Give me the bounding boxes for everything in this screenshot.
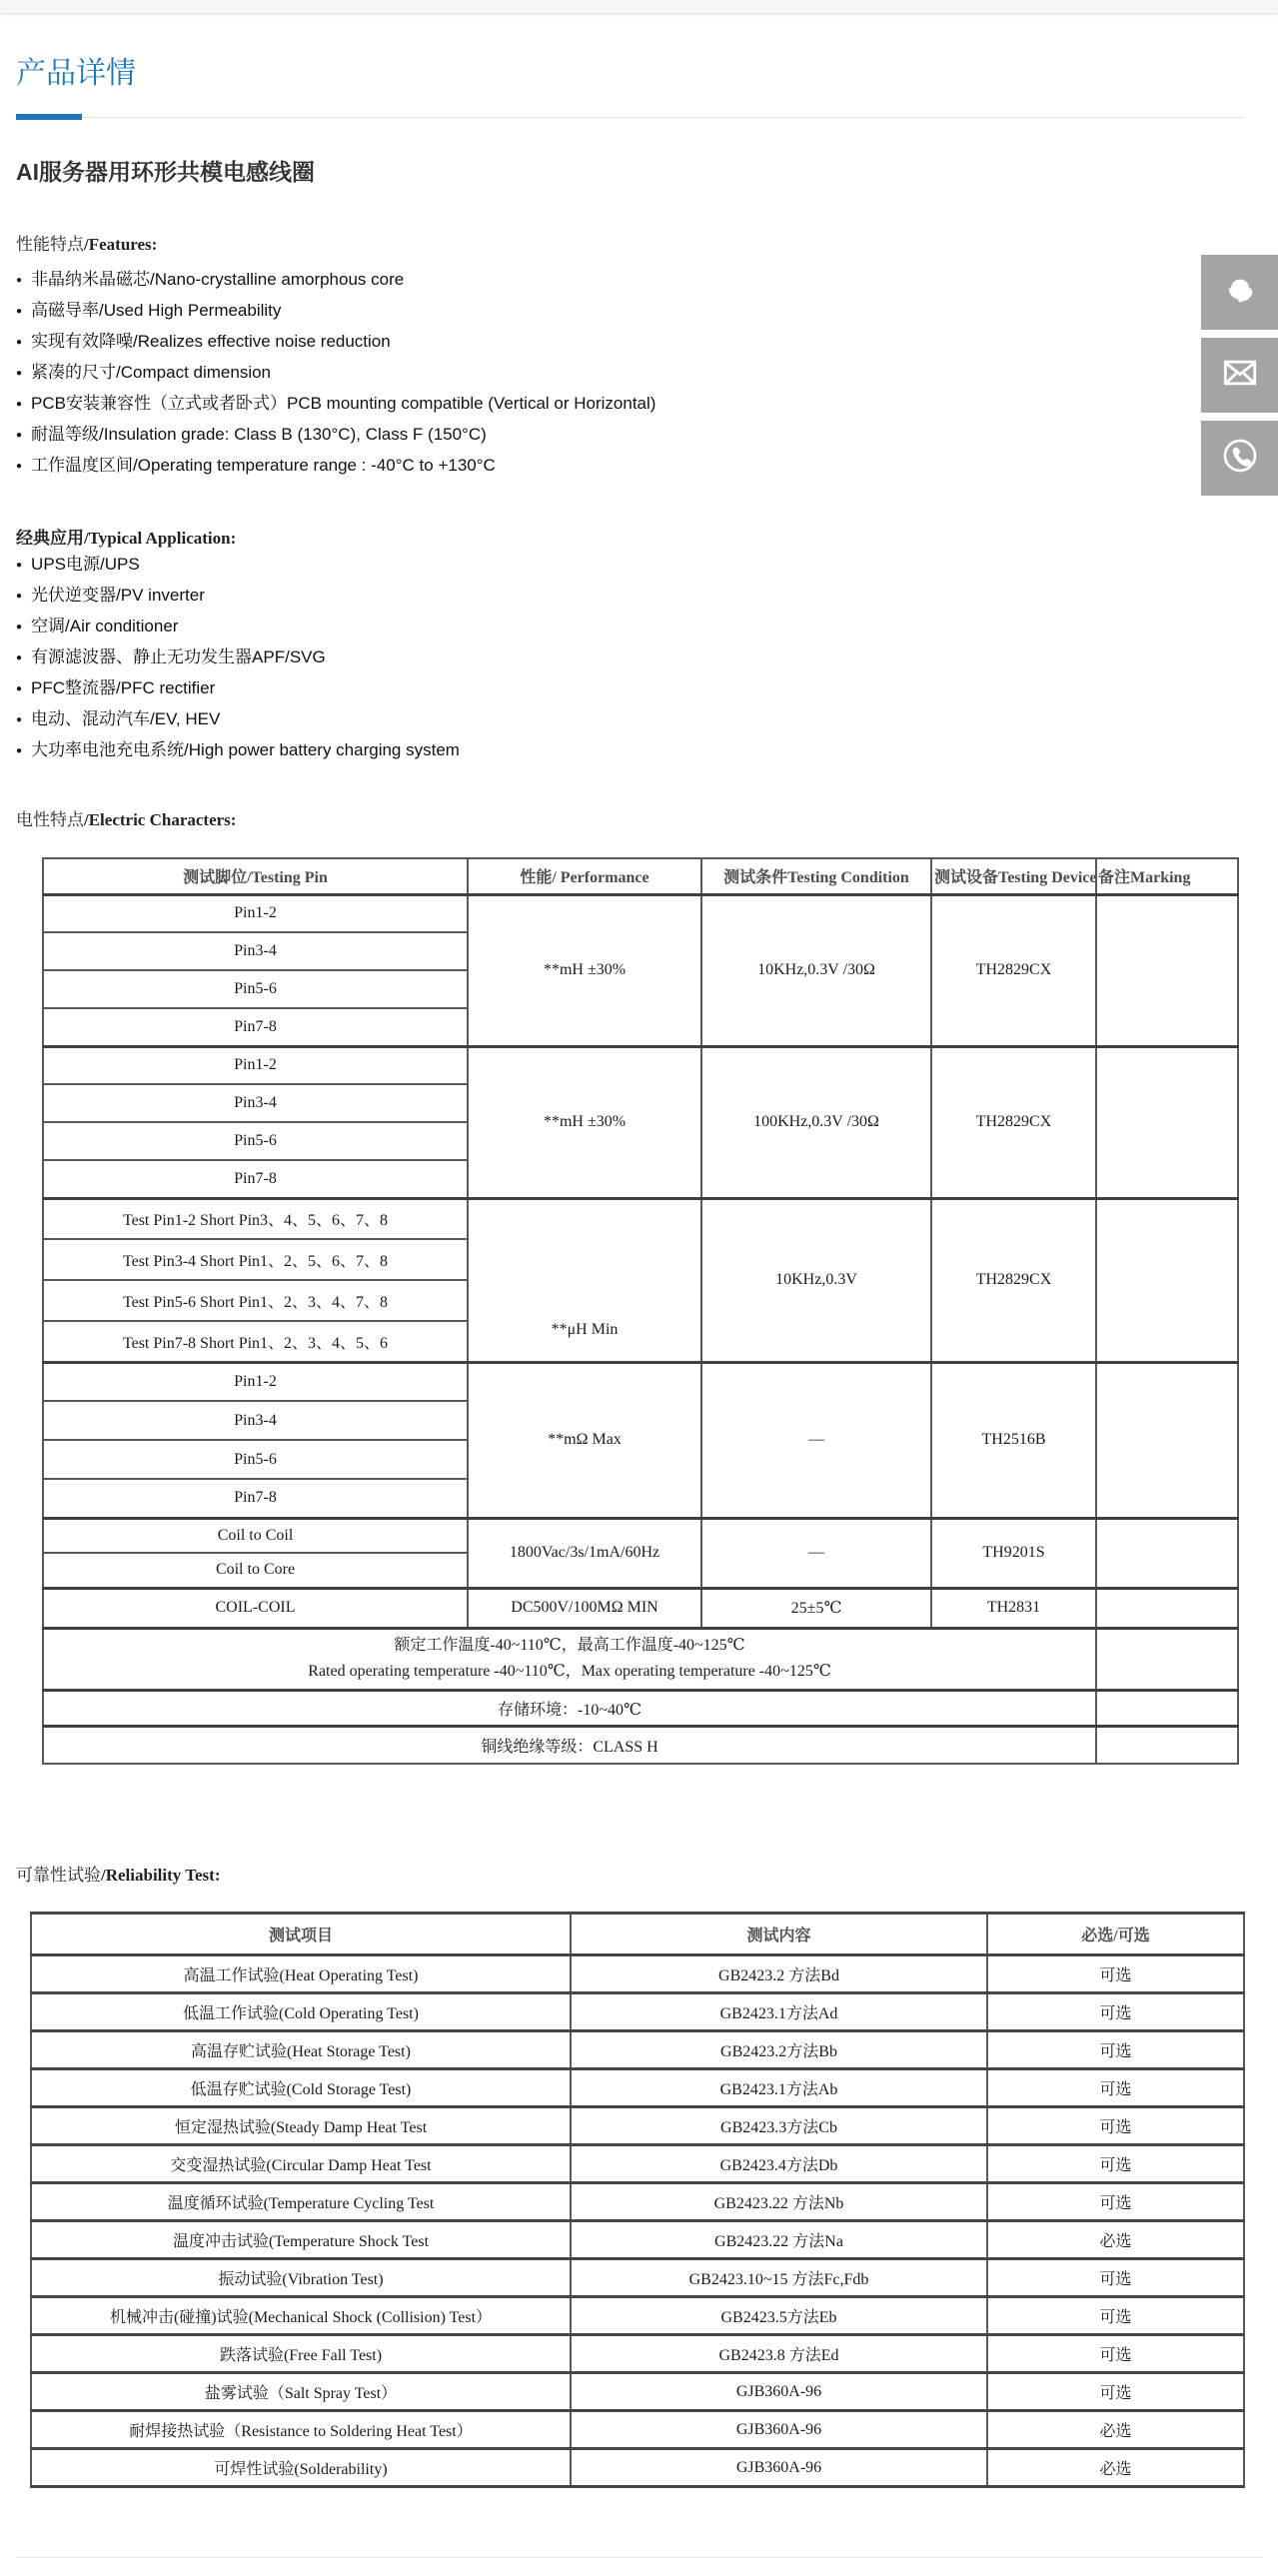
- email-icon: [1220, 353, 1260, 398]
- pin-cell: Test Pin5-6 Short Pin1、2、3、4、7、8: [43, 1280, 468, 1321]
- optional-cell: 可选: [987, 2183, 1244, 2221]
- test-item-cell: 跌落试验(Free Fall Test): [31, 2335, 571, 2373]
- test-item-cell: 耐焊接热试验（Resistance to Soldering Heat Test）: [31, 2411, 571, 2449]
- table-row: [31, 2259, 1244, 2297]
- optional-cell: 可选: [987, 2145, 1244, 2183]
- pin-cell: Pin7-8: [43, 1160, 468, 1198]
- table-row: [31, 1993, 1244, 2031]
- test-item-cell: 交变湿热试验(Circular Damp Heat Test: [31, 2145, 571, 2183]
- performance-cell: **mH ±30%: [468, 1046, 701, 1198]
- test-content-cell: GB2423.10~15 方法Fc,Fdb: [571, 2259, 987, 2297]
- optional-cell: 可选: [987, 2069, 1244, 2107]
- bottom-divider: [16, 2557, 1262, 2558]
- test-item-cell: 温度循环试验(Temperature Cycling Test: [31, 2183, 571, 2221]
- table-row: [31, 2373, 1244, 2411]
- table-header-row: [31, 1914, 1244, 1955]
- performance-cell: **μH Min: [468, 1198, 701, 1362]
- applications-list: [16, 549, 460, 765]
- test-item-cell: 高温存贮试验(Heat Storage Test): [31, 2031, 571, 2069]
- device-cell: TH2829CX: [931, 1046, 1096, 1198]
- note-temp-zh: 额定工作温度-40~110℃，最高工作温度-40~125℃: [394, 1637, 745, 1654]
- device-cell: TH9201S: [931, 1518, 1096, 1588]
- table-row: [31, 2335, 1244, 2373]
- condition-cell: 10KHz,0.3V: [701, 1198, 931, 1362]
- feature-item: ● 非晶纳米晶磁芯/Nano-crystalline amorphous core: [16, 264, 655, 295]
- feature-item: ● 耐温等级/Insulation grade: Class B (130°C), Class F (150°C): [16, 419, 655, 450]
- marking-cell: [1096, 894, 1238, 1046]
- features-label: [16, 230, 157, 255]
- test-item-cell: 低温工作试验(Cold Operating Test): [31, 1993, 571, 2031]
- condition-cell: —: [701, 1362, 931, 1518]
- test-content-cell: GJB360A-96: [571, 2373, 987, 2411]
- pin-cell: Pin1-2: [43, 1362, 468, 1401]
- pin-cell: Test Pin1-2 Short Pin3、4、5、6、7、8: [43, 1198, 468, 1239]
- test-content-cell: GB2423.22 方法Na: [571, 2221, 987, 2259]
- test-item-cell: 高温工作试验(Heat Operating Test): [31, 1955, 571, 1993]
- features-label-en: /Features:: [84, 235, 158, 254]
- feature-item: ● 高磁导率/Used High Permeability: [16, 295, 655, 326]
- performance-cell: **mΩ Max: [468, 1362, 701, 1518]
- table-row: [43, 1518, 1238, 1553]
- electric-section-label: [16, 805, 236, 830]
- application-item: ● 光伏逆变器/PV inverter: [16, 580, 460, 611]
- pin-cell: Pin3-4: [43, 1084, 468, 1122]
- table-row: [43, 1198, 1238, 1239]
- pin-cell: Pin3-4: [43, 932, 468, 970]
- test-item-cell: 振动试验(Vibration Test): [31, 2259, 571, 2297]
- optional-cell: 可选: [987, 2259, 1244, 2297]
- marking-cell: [1096, 1198, 1238, 1362]
- marking-cell: [1096, 1046, 1238, 1198]
- title-divider: [16, 117, 1244, 118]
- col-header-testing-pin: 测试脚位/Testing Pin: [43, 858, 468, 894]
- test-item-cell: 可焊性试验(Solderability): [31, 2449, 571, 2487]
- email-button[interactable]: [1201, 338, 1278, 413]
- device-cell: TH2831: [931, 1588, 1096, 1628]
- pin-cell: Test Pin3-4 Short Pin1、2、5、6、7、8: [43, 1239, 468, 1280]
- table-row: [43, 1690, 1238, 1726]
- features-label-zh: 性能特点: [16, 235, 84, 254]
- condition-cell: —: [701, 1518, 931, 1588]
- application-item: ● 空调/Air conditioner: [16, 611, 460, 642]
- table-row: [31, 2221, 1244, 2259]
- col-header-testing-condition: 测试条件Testing Condition: [701, 858, 931, 894]
- marking-cell: [1096, 1588, 1238, 1628]
- phone-button[interactable]: [1201, 421, 1278, 496]
- test-content-cell: GB2423.2方法Bb: [571, 2031, 987, 2069]
- table-row: [43, 1362, 1238, 1401]
- application-item: ● UPS电源/UPS: [16, 549, 460, 580]
- pin-cell: Pin5-6: [43, 970, 468, 1008]
- application-item: ● 有源滤波器、静止无功发生器APF/SVG: [16, 642, 460, 672]
- feature-item: ● 工作温度区间/Operating temperature range : -40°C to +130°C: [16, 450, 655, 481]
- table-row: [43, 894, 1238, 932]
- pin-cell: Test Pin7-8 Short Pin1、2、3、4、5、6: [43, 1321, 468, 1362]
- test-content-cell: GB2423.1方法Ab: [571, 2069, 987, 2107]
- table-row: [31, 2411, 1244, 2449]
- table-row: [43, 1046, 1238, 1084]
- condition-cell: 25±5℃: [701, 1588, 931, 1628]
- device-cell: TH2829CX: [931, 1198, 1096, 1362]
- note-temp-en: Rated operating temperature -40~110℃，Max operating temperature -40~125℃: [308, 1663, 831, 1680]
- pin-cell: Pin1-2: [43, 894, 468, 932]
- col-header-optional: 必选/可选: [987, 1914, 1244, 1955]
- marking-cell: [1096, 1628, 1238, 1690]
- applications-section: [16, 524, 236, 549]
- marking-cell: [1096, 1518, 1238, 1588]
- application-item: ● 电动、混动汽车/EV, HEV: [16, 703, 460, 734]
- table-row: [31, 2183, 1244, 2221]
- customer-service-button[interactable]: [1201, 255, 1278, 330]
- product-title: AI服务器用环形共模电感线圈: [16, 159, 315, 185]
- pin-cell: Pin7-8: [43, 1008, 468, 1046]
- performance-cell: 1800Vac/3s/1mA/60Hz: [468, 1518, 701, 1588]
- table-header-row: [43, 858, 1238, 894]
- test-item-cell: 温度冲击试验(Temperature Shock Test: [31, 2221, 571, 2259]
- device-cell: TH2516B: [931, 1362, 1096, 1518]
- test-item-cell: 盐雾试验（Salt Spray Test）: [31, 2373, 571, 2411]
- reliability-test-table: [30, 1912, 1245, 2488]
- condition-cell: 10KHz,0.3V /30Ω: [701, 894, 931, 1046]
- pin-cell: Coil to Core: [43, 1553, 468, 1588]
- col-header-test-content: 测试内容: [571, 1914, 987, 1955]
- applications-label: 经典应用/Typical Application:: [16, 529, 237, 548]
- test-content-cell: GB2423.5方法Eb: [571, 2297, 987, 2335]
- performance-cell: **mH ±30%: [468, 894, 701, 1046]
- application-item: ● 大功率电池充电系统/High power battery charging system: [16, 734, 460, 765]
- application-item: ● PFC整流器/PFC rectifier: [16, 672, 460, 703]
- test-item-cell: 低温存贮试验(Cold Storage Test): [31, 2069, 571, 2107]
- phone-icon: [1220, 436, 1260, 481]
- col-header-performance: 性能/ Performance: [468, 858, 701, 894]
- customer-service-icon: [1220, 270, 1260, 315]
- pin-cell: Pin7-8: [43, 1479, 468, 1518]
- marking-cell: [1096, 1726, 1238, 1764]
- title-divider-accent: [16, 114, 82, 120]
- test-content-cell: GB2423.22 方法Nb: [571, 2183, 987, 2221]
- electric-label-en: /Electric Characters:: [84, 810, 237, 829]
- test-content-cell: GB2423.4方法Db: [571, 2145, 987, 2183]
- pin-cell: Pin3-4: [43, 1401, 468, 1440]
- reliability-label-en: /Reliability Test:: [101, 1866, 221, 1885]
- optional-cell: 可选: [987, 2107, 1244, 2145]
- table-row: [31, 1955, 1244, 1993]
- note-cell: 存储环境：-10~40℃: [43, 1690, 1096, 1726]
- col-header-testing-device: 测试设备Testing Device: [931, 858, 1096, 894]
- table-row: [43, 1726, 1238, 1764]
- table-row: [43, 1588, 1238, 1628]
- table-row: [31, 2069, 1244, 2107]
- pin-cell: Pin5-6: [43, 1122, 468, 1160]
- test-content-cell: GJB360A-96: [571, 2449, 987, 2487]
- marking-cell: [1096, 1362, 1238, 1518]
- electric-label-zh: 电性特点: [16, 810, 84, 829]
- optional-cell: 必选: [987, 2449, 1244, 2487]
- optional-cell: 可选: [987, 2373, 1244, 2411]
- optional-cell: 必选: [987, 2411, 1244, 2449]
- test-item-cell: 恒定湿热试验(Steady Damp Heat Test: [31, 2107, 571, 2145]
- features-list: [16, 264, 655, 481]
- table-row: [31, 2449, 1244, 2487]
- electric-characters-table: [42, 857, 1239, 1765]
- reliability-section-label: [16, 1861, 220, 1886]
- optional-cell: 可选: [987, 2031, 1244, 2069]
- condition-cell: 100KHz,0.3V /30Ω: [701, 1046, 931, 1198]
- marking-cell: [1096, 1690, 1238, 1726]
- table-row: [31, 2145, 1244, 2183]
- feature-item: ● PCB安装兼容性（立式或者卧式）PCB mounting compatible (Vertical or Horizontal): [16, 388, 655, 419]
- col-header-marking: 备注Marking: [1096, 858, 1238, 894]
- note-cell: 铜线绝缘等级：CLASS H: [43, 1726, 1096, 1764]
- optional-cell: 可选: [987, 2335, 1244, 2373]
- pin-cell: COIL-COIL: [43, 1588, 468, 1628]
- table-row: [31, 2107, 1244, 2145]
- page-title: 产品详情: [16, 57, 136, 90]
- col-header-test-item: 测试项目: [31, 1914, 571, 1955]
- floating-contact-bar: [1201, 255, 1278, 504]
- feature-item: ● 实现有效降噪/Realizes effective noise reduction: [16, 326, 655, 357]
- optional-cell: 可选: [987, 1993, 1244, 2031]
- test-content-cell: GB2423.3方法Cb: [571, 2107, 987, 2145]
- optional-cell: 可选: [987, 1955, 1244, 1993]
- features-section: [16, 230, 157, 255]
- feature-item: ● 紧凑的尺寸/Compact dimension: [16, 357, 655, 388]
- device-cell: TH2829CX: [931, 894, 1096, 1046]
- table-row: [31, 2031, 1244, 2069]
- optional-cell: 必选: [987, 2221, 1244, 2259]
- reliability-label-zh: 可靠性试验: [16, 1866, 101, 1885]
- optional-cell: 可选: [987, 2297, 1244, 2335]
- pin-cell: Pin5-6: [43, 1440, 468, 1479]
- test-item-cell: 机械冲击(碰撞)试验(Mechanical Shock (Collision) Test）: [31, 2297, 571, 2335]
- pin-cell: Pin1-2: [43, 1046, 468, 1084]
- test-content-cell: GB2423.2 方法Bd: [571, 1955, 987, 1993]
- test-content-cell: GJB360A-96: [571, 2411, 987, 2449]
- top-divider-strip: [0, 0, 1278, 14]
- performance-cell: DC500V/100MΩ MIN: [468, 1588, 701, 1628]
- test-content-cell: GB2423.8 方法Ed: [571, 2335, 987, 2373]
- test-content-cell: GB2423.1方法Ad: [571, 1993, 987, 2031]
- table-row: [43, 1628, 1238, 1690]
- table-row: [31, 2297, 1244, 2335]
- note-cell: [43, 1628, 1096, 1690]
- pin-cell: Coil to Coil: [43, 1518, 468, 1553]
